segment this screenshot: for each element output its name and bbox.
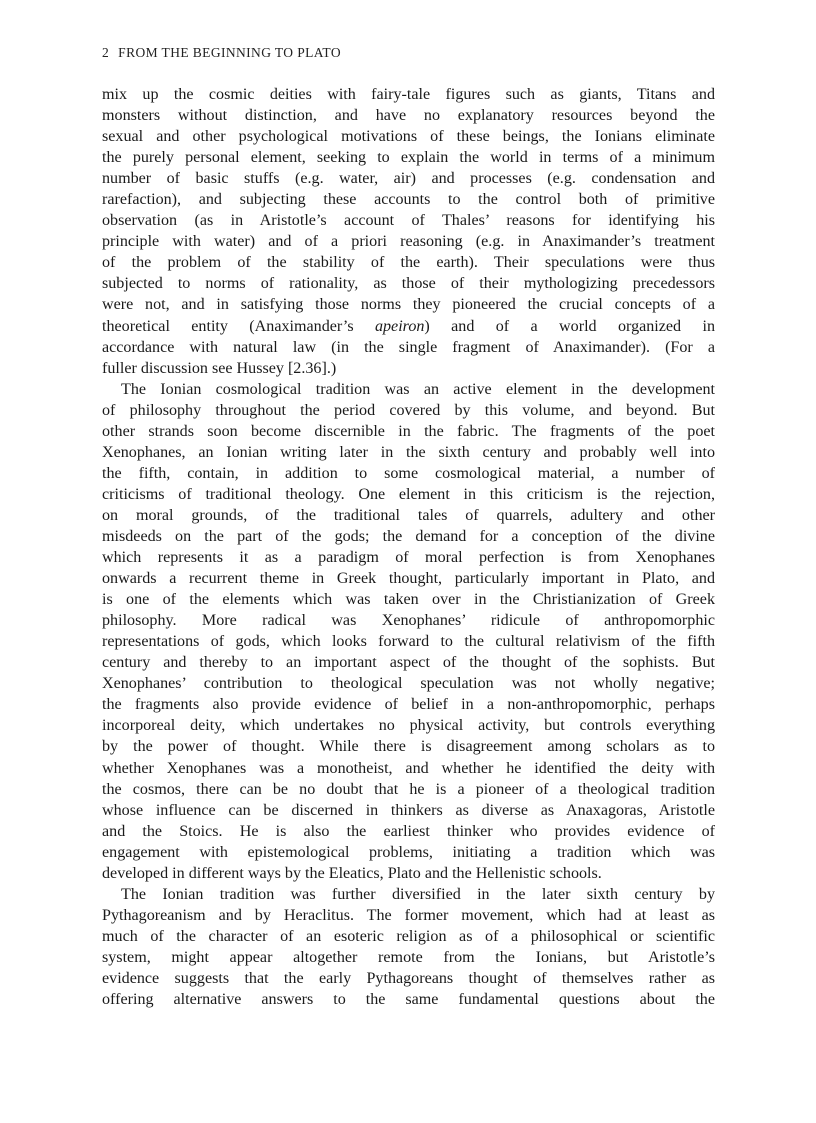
text-line: principle with water) and of a priori reasoning (e.g. in Anaximander’s treatment xyxy=(102,233,715,251)
text-line: accordance with natural law (in the single fragment of Anaximander). (For a xyxy=(102,338,715,356)
text-line: onwards a recurrent theme in Greek thought, particularly important in Plato, and xyxy=(102,570,715,588)
text-line: the fifth, contain, in addition to some cosmological material, a number of xyxy=(102,464,715,482)
page-number: 2 xyxy=(102,45,110,60)
text-line: of philosophy throughout the period covered by this volume, and beyond. But xyxy=(102,401,715,419)
text-line: number of basic stuffs (e.g. water, air) and processes (e.g. condensation and xyxy=(102,170,715,188)
text-line: which represents it as a paradigm of moral perfection is from Xenophanes xyxy=(102,549,715,567)
paragraph-1 xyxy=(102,84,715,379)
text-line: criticisms of traditional theology. One element in this criticism is the rejection, xyxy=(102,485,715,503)
text-line: monsters without distinction, and have no explanatory resources beyond the xyxy=(102,107,715,125)
text-line: were not, and in satisfying those norms they pioneered the crucial concepts of a xyxy=(102,296,715,314)
text-segment: theoretical entity (Anaximander’s xyxy=(102,317,375,335)
text-line: Xenophanes’ contribution to theological speculation was not wholly negative; xyxy=(102,675,715,693)
paragraph-3 xyxy=(102,884,715,1010)
text-segment: ) and of a world organized in xyxy=(424,317,715,335)
text-line: is one of the elements which was taken over in the Christianization of Greek xyxy=(102,591,715,609)
text-line: mix up the cosmic deities with fairy-tale figures such as giants, Titans and xyxy=(102,86,715,103)
text-line-with-italic xyxy=(102,316,715,337)
text-line: other strands soon become discernible in the fabric. The fragments of the poet xyxy=(102,422,715,440)
text-line: and the Stoics. He is also the earliest thinker who provides evidence of xyxy=(102,822,715,840)
text-line: on moral grounds, of the traditional tales of quarrels, adultery and other xyxy=(102,506,715,524)
body-text xyxy=(102,84,715,1010)
text-line: philosophy. More radical was Xenophanes’ ridicule of anthropomorphic xyxy=(102,612,715,630)
text-line: engagement with epistemological problems, initiating a tradition which was xyxy=(102,843,715,861)
paragraph-2 xyxy=(102,379,715,884)
italic-term-apeiron: apeiron xyxy=(374,317,425,335)
text-line: the cosmos, there can be no doubt that he is a pioneer of a theological tradition xyxy=(102,780,715,798)
running-head-title: FROM THE BEGINNING TO PLATO xyxy=(118,45,341,60)
text-line: Xenophanes, an Ionian writing later in the sixth century and probably well into xyxy=(102,443,715,461)
text-line: subjected to norms of rationality, as those of their mythologizing precedessors xyxy=(102,275,715,293)
text-line: evidence suggests that the early Pythagoreans thought of themselves rather as xyxy=(102,969,715,987)
text-line: incorporeal deity, which undertakes no physical activity, but controls everything xyxy=(102,717,715,735)
text-line: offering alternative answers to the same fundamental questions about the xyxy=(102,991,715,1009)
text-line: the fragments also provide evidence of belief in a non-anthropomorphic, perhaps xyxy=(102,696,715,714)
text-line: by the power of thought. While there is disagreement among scholars as to xyxy=(102,738,715,756)
text-line: whether Xenophanes was a monotheist, and whether he identified the deity with xyxy=(102,759,715,777)
text-line: Pythagoreanism and by Heraclitus. The former movement, which had at least as xyxy=(102,906,715,924)
text-line: the purely personal element, seeking to explain the world in terms of a minimum xyxy=(102,149,715,167)
text-line: misdeeds on the part of the gods; the demand for a conception of the divine xyxy=(102,527,715,545)
text-line: whose influence can be discerned in thinkers as diverse as Anaxagoras, Aristotle xyxy=(102,801,715,819)
running-head xyxy=(102,45,341,61)
text-line: century and thereby to an important aspect of the thought of the sophists. But xyxy=(102,654,715,672)
text-line: fuller discussion see Hussey [2.36].) xyxy=(102,359,337,377)
text-line: sexual and other psychological motivations of these beings, the Ionians eliminate xyxy=(102,128,715,146)
text-line: rarefaction), and subjecting these accounts to the control both of primitive xyxy=(102,191,715,209)
text-line: developed in different ways by the Eleatics, Plato and the Hellenistic schools. xyxy=(102,864,602,882)
text-line: much of the character of an esoteric religion as of a philosophical or scientific xyxy=(102,927,715,945)
text-line: representations of gods, which looks forward to the cultural relativism of the fifth xyxy=(102,633,715,651)
text-line: observation (as in Aristotle’s account of Thales’ reasons for identifying his xyxy=(102,212,715,230)
text-line: The Ionian tradition was further diversified in the later sixth century by xyxy=(121,885,715,903)
text-line: system, might appear altogether remote from the Ionians, but Aristotle’s xyxy=(102,948,715,966)
text-line: of the problem of the stability of the earth). Their speculations were thus xyxy=(102,254,715,272)
text-line: The Ionian cosmological tradition was an active element in the development xyxy=(121,380,715,398)
